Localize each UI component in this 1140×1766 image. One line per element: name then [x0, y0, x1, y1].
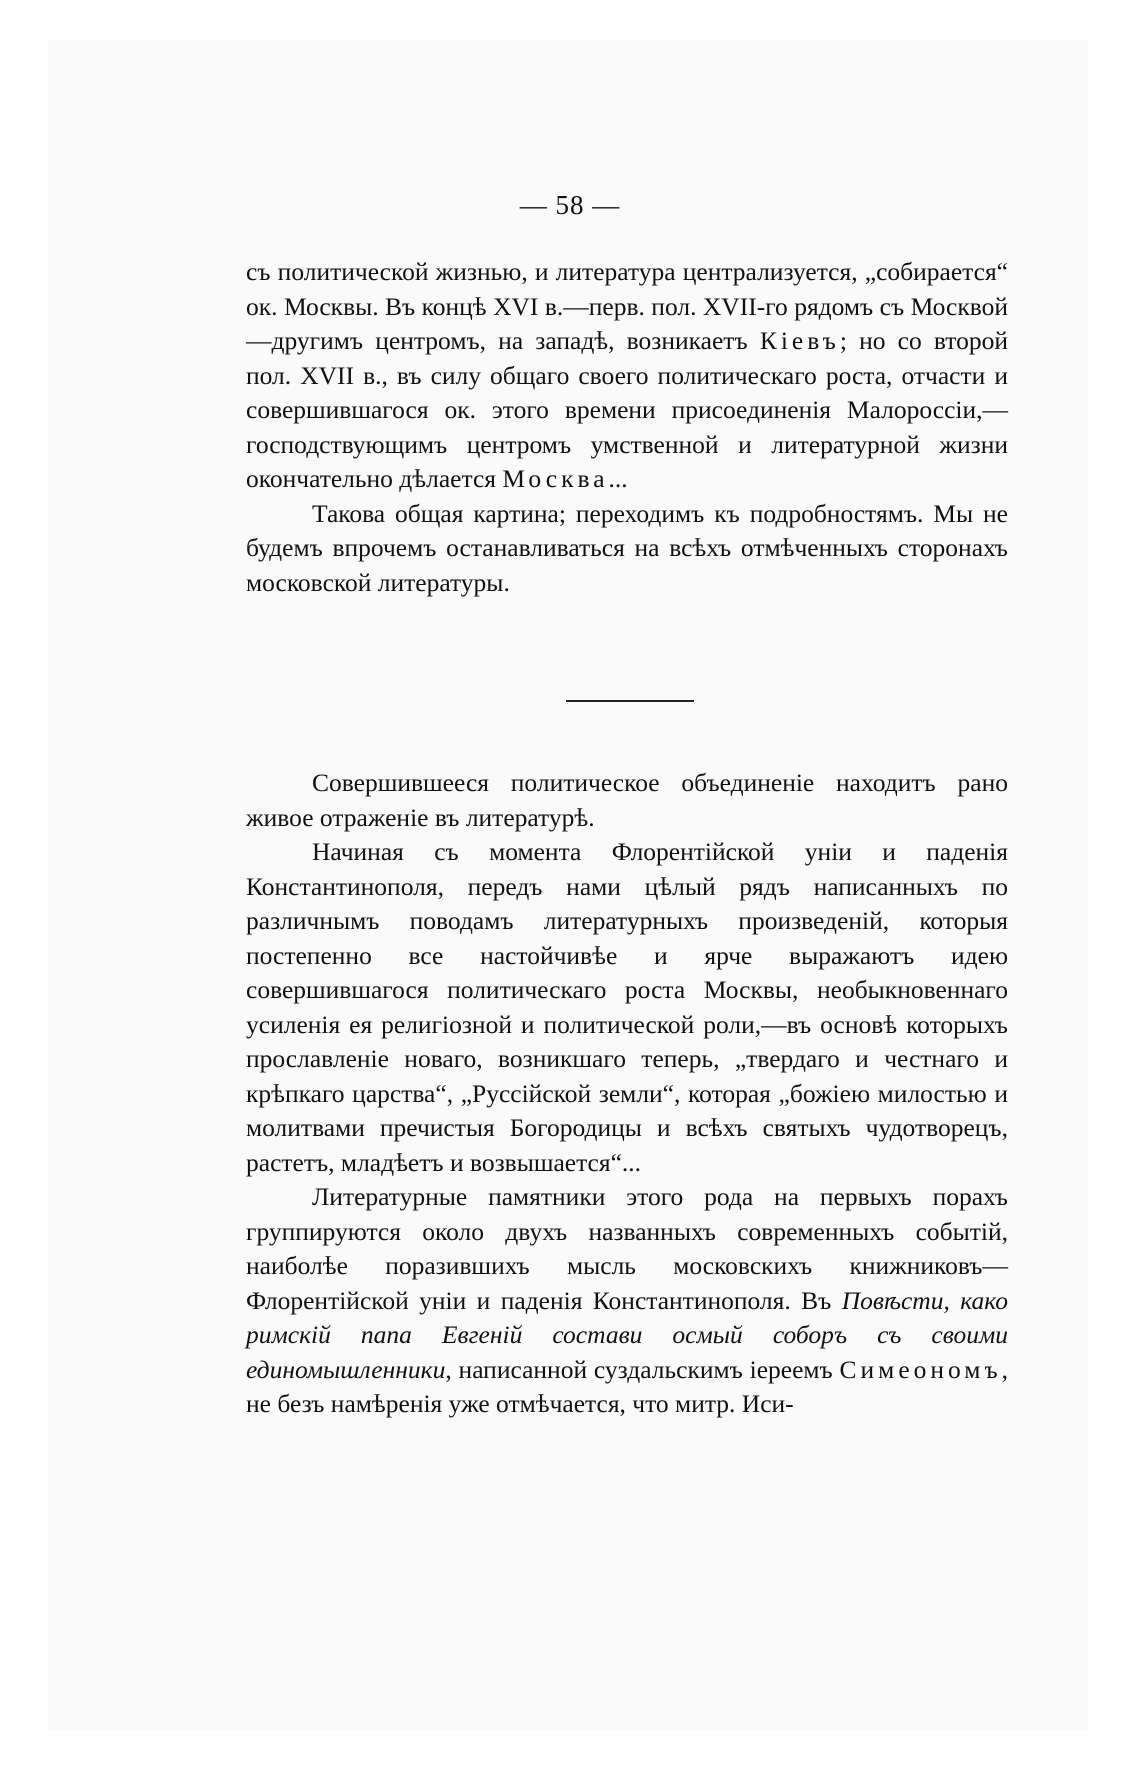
paragraph: Такова общая картина; переходимъ къ подробностямъ. Мы не будемъ впрочемъ останавливаться на всѣхъ отмѣченныхъ сторонахъ московской литературы. [246, 498, 1008, 597]
text-run: ; но со второй пол. XVII в., въ силу общаго своего политическаго роста, отчасти и совершившагося ок. этого времени присоединенія Малороссіи,—господствующимъ центромъ умственной и литературной жизни окончательно дѣлается [246, 326, 1008, 493]
paragraph [246, 255, 1008, 497]
text-run: , написанной суздальскимъ іереемъ [445, 1354, 840, 1384]
text-run: , не безъ намѣренія уже отмѣчается, что митр. Иси- [246, 1354, 1008, 1418]
text-run: ... [608, 464, 628, 493]
spaced-word: Москва [502, 464, 609, 493]
paragraph [246, 1180, 1008, 1422]
text-section-2 [246, 766, 1008, 1422]
paragraph: Совершившееся политическое объединеніе находитъ рано живое отраженіе въ литературѣ. [246, 768, 1008, 832]
section-divider [566, 700, 694, 702]
text-section-1 [246, 255, 1008, 600]
text-run: Литературные памятники этого рода на первыхъ порахъ группируются около двухъ названныхъ современныхъ событій, наиболѣе поразившихъ мысль московскихъ книжниковъ—Флорентійской уніи и паденія Константинополя. Въ [246, 1182, 1008, 1315]
paragraph: Начиная съ момента Флорентійской уніи и паденія Константинополя, передъ нами цѣлый рядъ написанныхъ по различнымъ поводамъ литературныхъ произведеній, которыя постепенно все настойчивѣе и ярче выражаютъ идею совершившагося политическаго роста Москвы, необыкновеннаго усиленія ея религіозной и политической роли,—въ основѣ которыхъ прославленіе новаго, возникшаго теперь, „твердаго и честнаго и крѣпкаго царства“, „Руссійской земли“, которая „божіею милостью и молитвами пречистыя Богородицы и всѣхъ святыхъ чудотворецъ, растетъ, младѣетъ и возвышается“... [246, 837, 1008, 1177]
page-number: — 58 — [519, 190, 621, 220]
italic-title: Повѣсти, како римскій папа Евгеній состави осмый соборъ съ своими единомышленники [246, 1285, 1008, 1384]
spaced-word: Симеономъ [839, 1354, 1002, 1384]
spaced-word: Кіевъ [759, 326, 840, 355]
text-run: съ политической жизнью, и литература централизуется, „собирается“ ок. Москвы. Въ концѣ XVI в.—перв. пол. XVII-го рядомъ съ Москвой—другимъ центромъ, на западѣ, возникаетъ [246, 257, 1008, 355]
